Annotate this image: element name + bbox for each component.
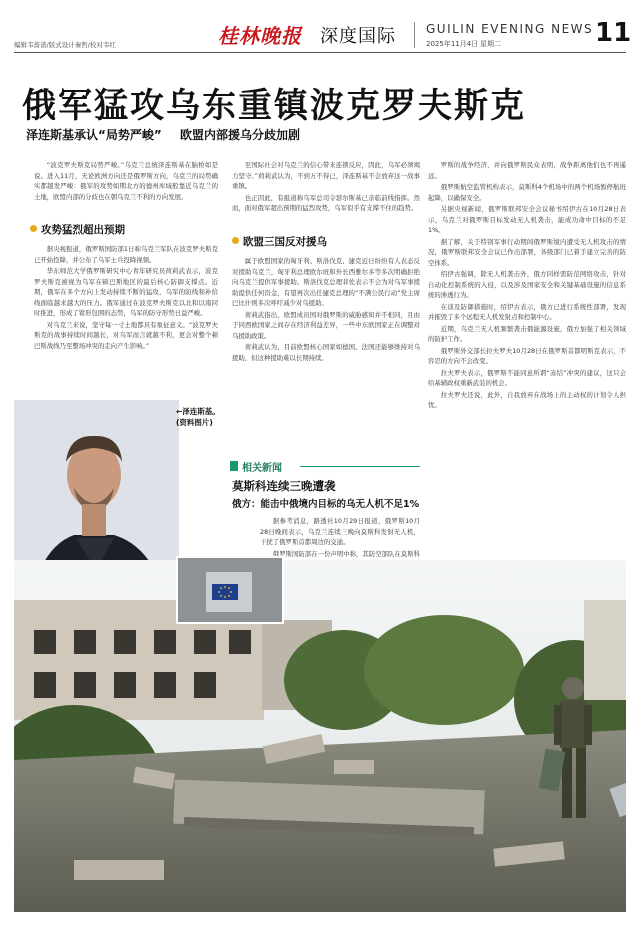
section-dot-icon — [30, 225, 37, 232]
paragraph: 据央视报道，俄罗斯国防部1日称乌克兰军队在波克罗夫斯克已开始投降，并公布了乌军士兵投降视频。 — [34, 245, 218, 264]
article-column-4 — [428, 160, 626, 560]
paragraph: 在谈及防御措施时，绍伊古表示，俄方已进行系统性部署，发现并摧毁了多个远程无人机发射点和控制中心。 — [428, 302, 626, 321]
related-news-marker — [230, 461, 238, 471]
subheadline — [26, 126, 300, 143]
paragraph: 属于欧盟国家的匈牙利、斯洛伐克、捷克近日纷纷有人表态反对援助乌克兰，匈牙利总理欧尔班和外长西雅尔多等多次明确拒绝向乌克兰提供军事援助。斯洛伐克总理菲佐表示不会为对乌军事援助提供任何资金，有望再次出任捷克总理的“不满公民行动”党主席巴比什则多次呼吁减少对乌援助。 — [232, 257, 420, 307]
article-column-1b — [34, 244, 218, 364]
section-heading-text: 欧盟三国反对援乌 — [243, 236, 327, 248]
section-heading-text: 攻势猛烈超出预期 — [41, 224, 125, 236]
destroyed-street-photo — [14, 560, 626, 912]
paragraph: 荷莉武指出，欧盟成员国对俄罗斯的威胁感知并不相同，且由于同西欧国家之间存在经济利益差异，一些中东欧国家正在调整对乌援助政策。 — [232, 310, 420, 340]
related-news-subtitle: 俄方：能击中俄境内目标的乌无人机不足1% — [232, 499, 420, 510]
eu-building-photo — [176, 556, 284, 624]
paragraph: 俄罗斯外交部长拉夫罗夫10月28日在俄罗斯首都明斯克表示，不容忍的方向不会改变。 — [428, 346, 626, 365]
section-dot-icon — [232, 237, 239, 244]
newspaper-logo: 桂林晚报 — [218, 24, 302, 48]
article-column-2 — [232, 160, 420, 215]
article-column-1 — [34, 160, 218, 203]
issue-weekday: 星期二 — [480, 40, 501, 48]
paragraph: 近期，乌克兰无人机频繁袭击俄能源设施，俄方加强了相关领域的防护工作。 — [428, 324, 626, 343]
article-intro: “波克罗夫斯克局势严峻。”乌克兰总统泽连斯基在脑桥如是说。进入11月，无论欧洲方向还是俄罗斯方向，乌克兰的局势确实都越发严峻：俄军的攻势如期北方的德州库域般靠近乌克兰的土地，欧盟内部的分歧也在朝乌克兰不利的方向发展。 — [34, 161, 218, 201]
paragraph: 华东师范大学俄罗斯研究中心青年研究员荷莉武表示，波克罗夫斯克被视为乌军在顿巴斯地区的最后核心防御支撑点。近期，俄军在多个方向上发动持续不断的猛攻，乌军的防线和补给线面临越来越大的压力。俄军通过在波克罗夫斯克以北和以南同时推进，形成了钳形包围的态势，乌军的防守形势日益严峻。 — [34, 267, 218, 317]
paragraph: 另据央视新闻，俄罗斯联邦安全会议秘书绍伊古在10月28日表示，乌克兰对俄罗斯目标发动无人机袭击，能成功命中目标的不足1%。 — [428, 205, 626, 234]
paragraph: 俄罗斯国防部在一份声明中称，其防空部队在莫斯科 — [272, 549, 420, 558]
issue-date: 2025年11月4日 — [426, 40, 479, 48]
paragraph: 俄罗斯航空监管机构表示，莫斯科4个机场中的两个机场暂停航班起降，以确保安全。 — [428, 183, 626, 202]
paragraph: 荷莉武认为，目前欧盟核心国家如德国、法国还能够维持对乌援助，但这种援助难以长期持续。 — [232, 343, 420, 362]
article-column-2b — [232, 256, 420, 456]
section-heading-offensive — [30, 222, 125, 237]
paragraph: 拉夫罗夫还说，此外，自我放弃在战场上的主动权的计划令人担忧。 — [428, 390, 626, 409]
header-divider — [414, 22, 415, 48]
paragraph: 对乌克兰来说，坚守每一寸土地都具有象征意义。“波克罗夫斯克的战事持续时间越长，对乌军而言就越不利，更会对整个顿巴斯战线乃至整场冲突的走向产生影响。” — [34, 320, 218, 350]
related-news-rule — [300, 466, 420, 467]
paragraph: 据了解，关于特别军事行动期间俄罗斯境内遭受无人机攻击的情况，俄罗斯联邦安全会议已作出部署，各级部门已着手建立完善的防空体系。 — [428, 237, 626, 267]
subhead-part-2: 欧盟内部援乌分歧加剧 — [179, 128, 300, 142]
subhead-part-1: 泽连斯基承认“局势严峻” — [26, 128, 162, 142]
related-news-bar — [230, 459, 420, 473]
paper-name-en: GUILIN EVENING NEWS — [426, 22, 594, 36]
header-rule — [14, 52, 626, 53]
portrait-caption: ←泽连斯基。(资料图片) — [176, 407, 220, 427]
main-headline: 俄军猛攻乌东重镇波克罗夫斯克 — [22, 86, 526, 126]
section-title: 深度国际 — [320, 26, 396, 47]
paragraph: 拉夫罗夫表示，俄罗斯不能同意所谓“冻结”冲突的建议，这只会给基辅政权重新武装的机会。 — [428, 368, 626, 387]
page-credits: 编辑韦蔷蔷/版式设计秦哲/校对韦红 — [14, 41, 116, 49]
paragraph: 罗斯的战争经济，并向俄罗斯民众表明，战争距离他们也不再遥远。 — [428, 161, 626, 180]
paragraph: 至国际社会对乌克兰的信心带来连锁反应，因此，乌军必须竭力坚守。”荷莉武认为，不到万不得已，泽连斯基不会放弃这一战事重镇。 — [232, 161, 420, 190]
section-heading-eu — [232, 234, 327, 249]
page-number: 11 — [595, 18, 632, 48]
paragraph: 绍伊古强调，除无人机袭击外，俄方同样需防范网络攻击，针对自动化控制系统的入侵，以及涉及国家安全和关键基础设施的信息系统的渗透行为。 — [428, 270, 626, 299]
related-news-title: 莫斯科连续三晚遭袭 — [232, 479, 336, 493]
related-news-label: 相关新闻 — [242, 463, 282, 474]
paragraph: 也正因此，有报道称乌军总司令瑟尔斯基已亲临前线指挥。然而，面对俄军超出预期的猛烈攻势，乌军似乎有支撑不住的趋势。 — [232, 193, 420, 212]
paragraph: 据参考消息，路透社10月29日报道，俄罗斯10月28日晚间表示，乌克兰连续三晚向莫斯科发射无人机，干扰了俄罗斯首都周边的交通。 — [260, 517, 420, 546]
